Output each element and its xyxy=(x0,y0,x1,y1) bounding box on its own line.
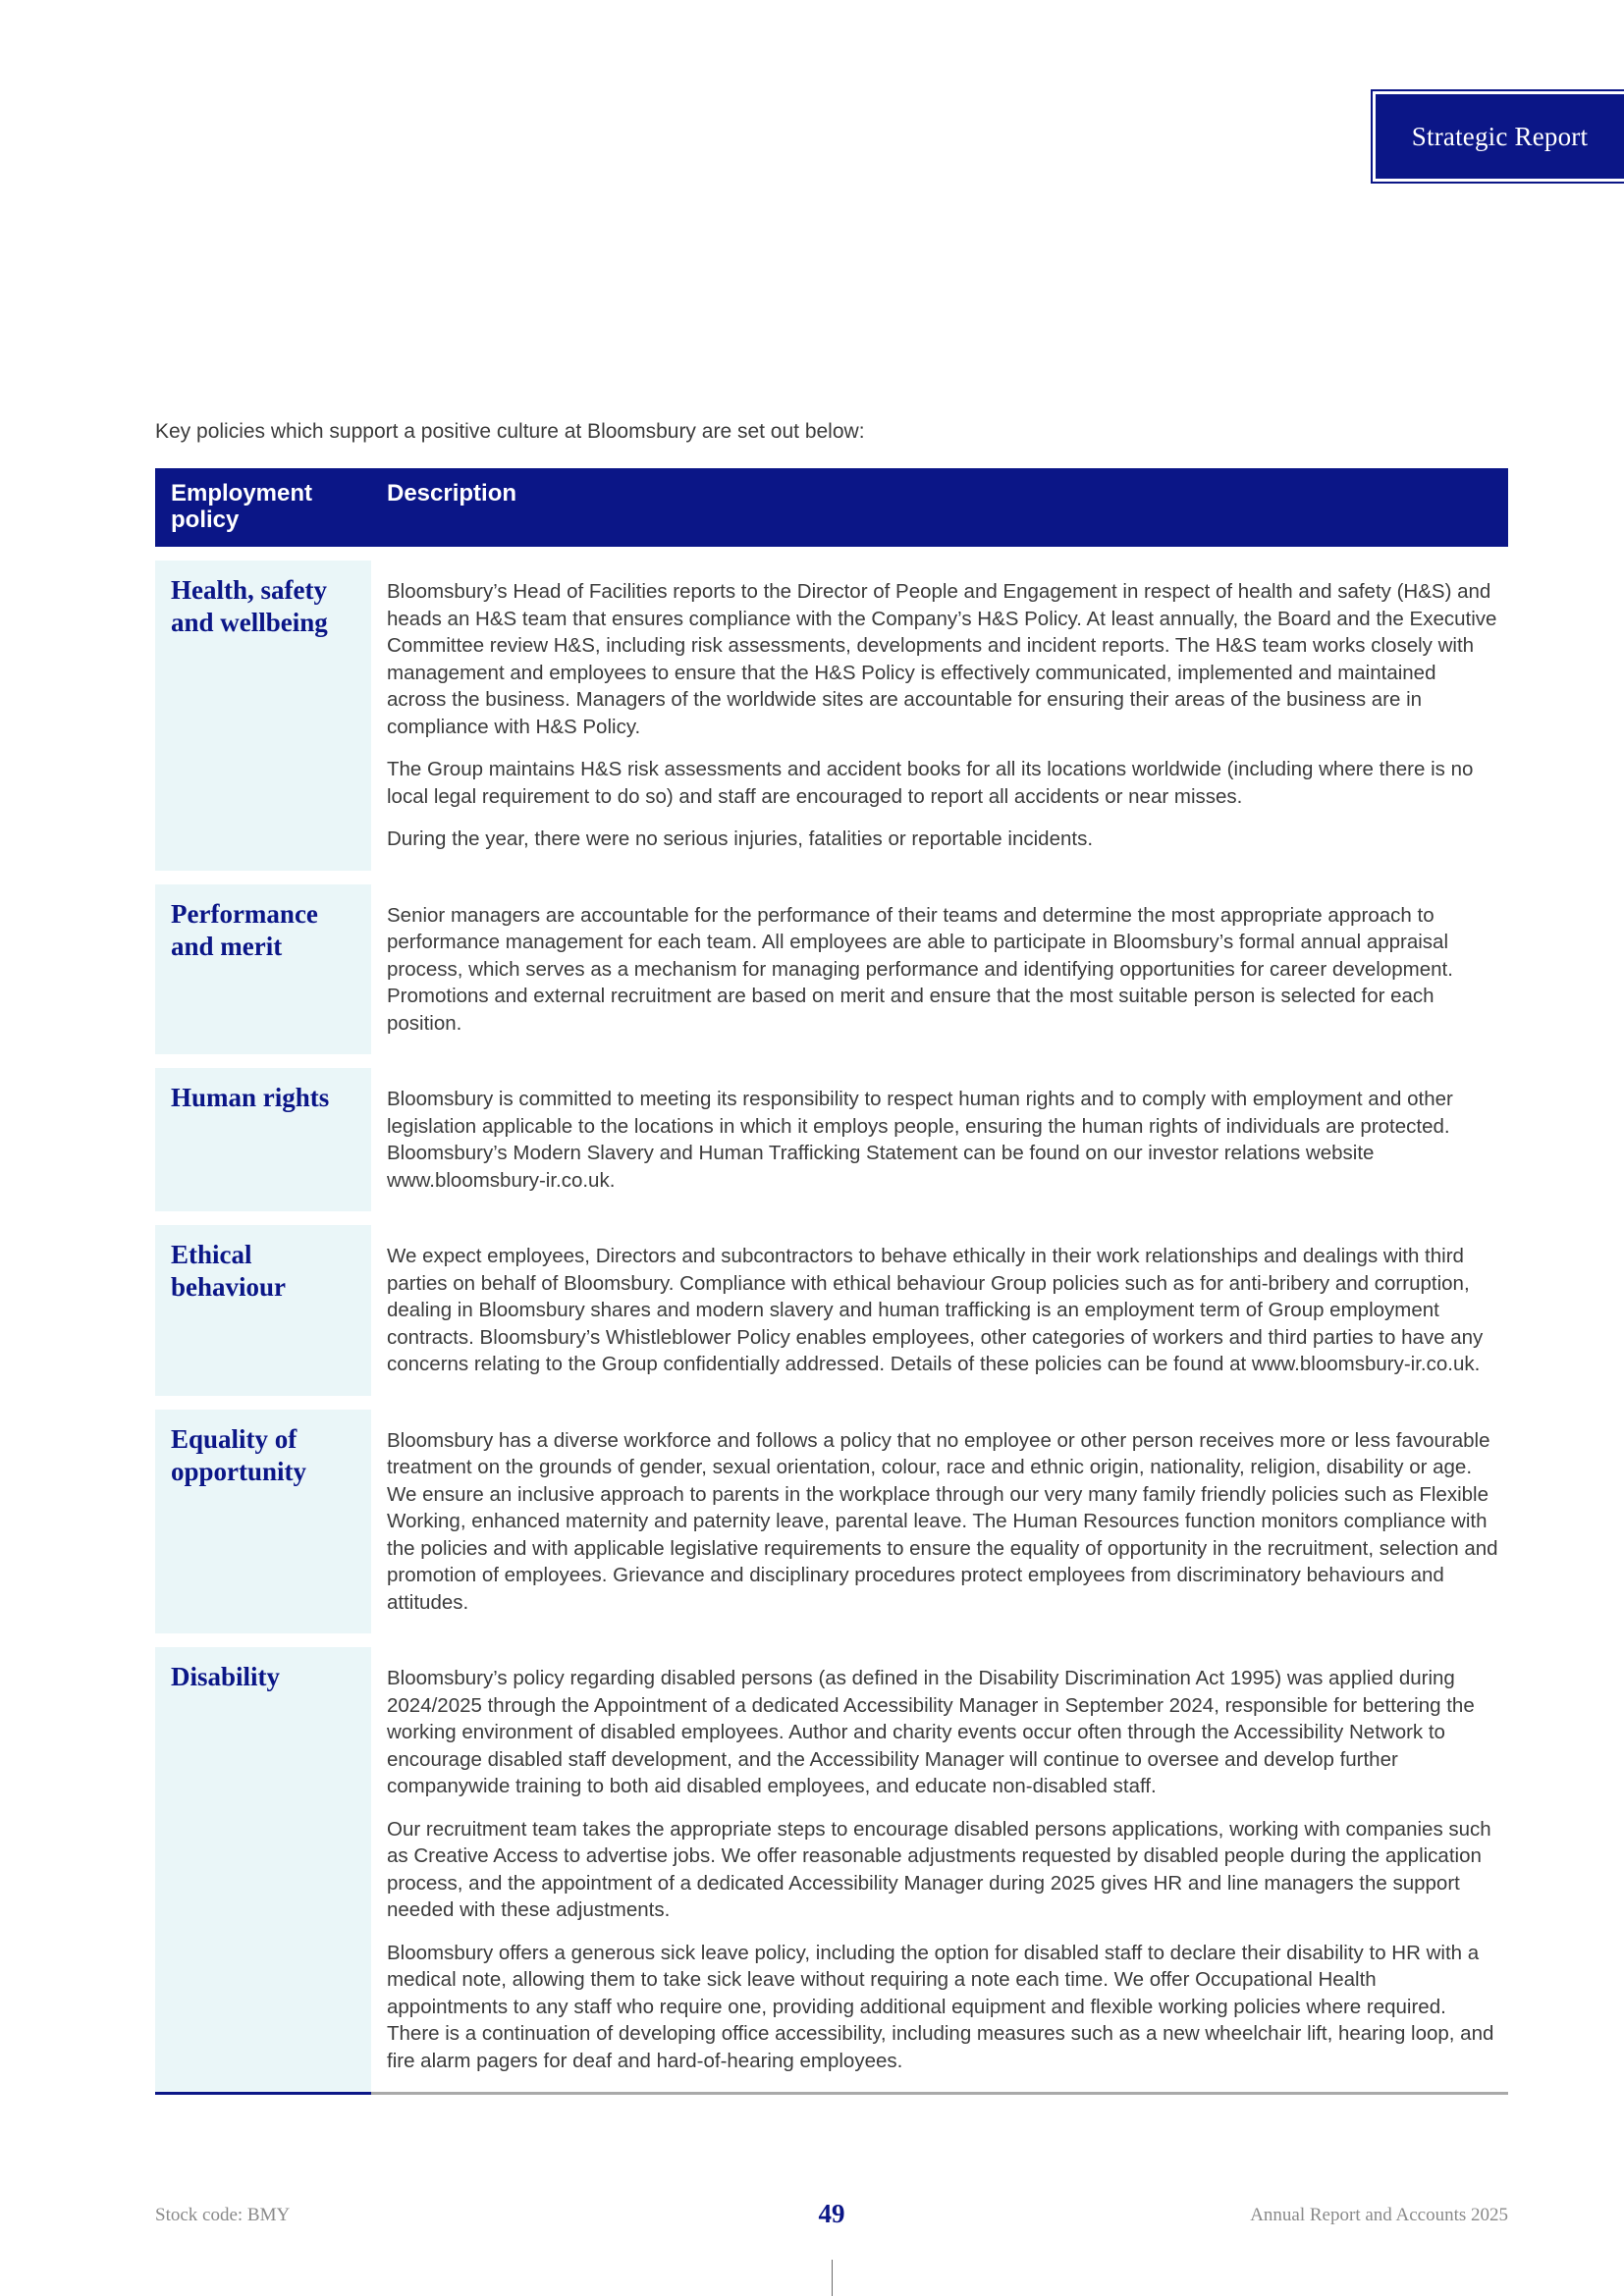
table-row xyxy=(155,878,1508,1062)
footer-report-title: Annual Report and Accounts 2025 xyxy=(1250,2205,1508,2225)
table-row xyxy=(155,1640,1508,2094)
intro-text: Key policies which support a positive culture at Bloomsbury are set out below: xyxy=(155,420,865,443)
description-paragraph: Bloomsbury offers a generous sick leave policy, including the option for disabled staff to declare their disability to HR with a medical note, allowing them to take sick leave without requiring a note each time. We offer Occupational Health appointments to any staff who require one, providing additional equipment and flexible working policies where required. There is a continuation of developing office accessibility, including measures such as a new wheelchair lift, hearing loop, and fire alarm pagers for deaf and hard-of-hearing employees. xyxy=(387,1941,1494,2072)
policy-name: Human rights xyxy=(155,1061,371,1218)
page-divider-tick xyxy=(832,2260,833,2296)
description-paragraph: Bloomsbury has a diverse workforce and follows a policy that no employee or other person receives more or less favourable treatment on the grounds of gender, sexual orientation, colour, race and ethnic origin, nationality, religion, disability or age. We ensure an inclusive approach to parents in the workplace through our very many family friendly policies such as Flexible Working, enhanced maternity and paternity leave, parental leave. The Human Resources function monitors compliance with the policies and with applicable legislative requirements to ensure the equality of opportunity in the recruitment, selection and promotion of employees. Grievance and disciplinary procedures protect employees from discriminatory behaviours and attitudes. xyxy=(387,1428,1498,1614)
policy-description xyxy=(371,561,1508,878)
policy-name: Ethical behaviour xyxy=(155,1218,371,1403)
page-number: 49 xyxy=(818,2199,845,2228)
description-paragraph: The Group maintains H&S risk assessments and accident books for all its locations worldwide (including where there is no local legal requirement to do so) and staff are encouraged to report all accidents or near misses. xyxy=(387,758,1474,808)
policy-name: Equality of opportunity xyxy=(155,1403,371,1641)
policy-description xyxy=(371,1061,1508,1218)
policy-description xyxy=(371,878,1508,1062)
column-header-policy: Employment policy xyxy=(155,468,371,547)
table-row xyxy=(155,561,1508,878)
description-paragraph: Bloomsbury is committed to meeting its responsibility to respect human rights and to comply with employment and other legislation applicable to the locations in which it employs people, ensuring the human rights of individuals are protected. Bloomsbury’s Modern Slavery and Human Trafficking Statement can be found on our investor relations website www.bloomsbury-ir.co.uk. xyxy=(387,1088,1453,1192)
description-paragraph: During the year, there were no serious injuries, fatalities or reportable incidents. xyxy=(387,828,1094,850)
section-tab: Strategic Report xyxy=(1376,94,1624,179)
policy-name: Health, safety and wellbeing xyxy=(155,561,371,878)
description-paragraph: Senior managers are accountable for the performance of their teams and determine the most appropriate approach to performance management for each team. All employees are able to participate in Bloomsbury’s formal annual appraisal process, which serves as a mechanism for managing performance and identifying opportunities for career development. Promotions and external recruitment are based on merit and ensure that the most suitable person is selected for each position. xyxy=(387,903,1453,1035)
table-row xyxy=(155,1218,1508,1403)
policy-description xyxy=(371,1403,1508,1641)
description-paragraph: Bloomsbury’s Head of Facilities reports to the Director of People and Engagement in respect of health and safety (H&S) and heads an H&S team that ensures compliance with the Company’s H&S Policy. At least annually, the Board and the Executive Committee review H&S, including risk assessments, developments and incident reports. The H&S team works closely with management and employees to ensure that the H&S Policy is effectively communicated, implemented and maintained across the business. Managers of the worldwide sites are accountable for ensuring their areas of the business are in compliance with H&S Policy. xyxy=(387,580,1497,738)
policy-description xyxy=(371,1218,1508,1403)
description-paragraph: Bloomsbury’s policy regarding disabled persons (as defined in the Disability Discrimination Act 1995) was applied during 2024/2025 through the Appointment of a dedicated Accessibility Manager in September 2024, responsible for bettering the working environment of disabled employees. Author and charity events occur often through the Accessibility Network to encourage disabled staff development, and the Accessibility Manager will continue to oversee and develop further companywide training to both aid disabled employees, and educate non-disabled staff. xyxy=(387,1667,1475,1797)
column-header-description: Description xyxy=(371,468,1508,547)
policy-name: Disability xyxy=(155,1640,371,2094)
policy-name: Performance and merit xyxy=(155,878,371,1062)
table-row xyxy=(155,1403,1508,1641)
description-paragraph: We expect employees, Directors and subcontractors to behave ethically in their work relationships and dealings with third parties on behalf of Bloomsbury. Compliance with ethical behaviour Group policies such as for anti-bribery and corruption, dealing in Bloomsbury shares and modern slavery and human trafficking is an employment term of Group employment contracts. Bloomsbury’s Whistleblower Policy enables employees, other categories of workers and third parties to have any concerns relating to the Group confidentially addressed. Details of these policies can be found at www.bloomsbury-ir.co.uk. xyxy=(387,1245,1484,1375)
employment-policies-table xyxy=(155,468,1508,2095)
description-paragraph: Our recruitment team takes the appropriate steps to encourage disabled persons applications, working with companies such as Creative Access to advertise jobs. We offer reasonable adjustments requested by disabled people during the application process, and the appointment of a dedicated Accessibility Manager during 2025 gives HR and line managers the support needed with these adjustments. xyxy=(387,1817,1491,1921)
table-row xyxy=(155,1061,1508,1218)
footer-stock-code: Stock code: BMY xyxy=(155,2205,291,2225)
table-header-row xyxy=(155,468,1508,547)
policy-description xyxy=(371,1640,1508,2094)
